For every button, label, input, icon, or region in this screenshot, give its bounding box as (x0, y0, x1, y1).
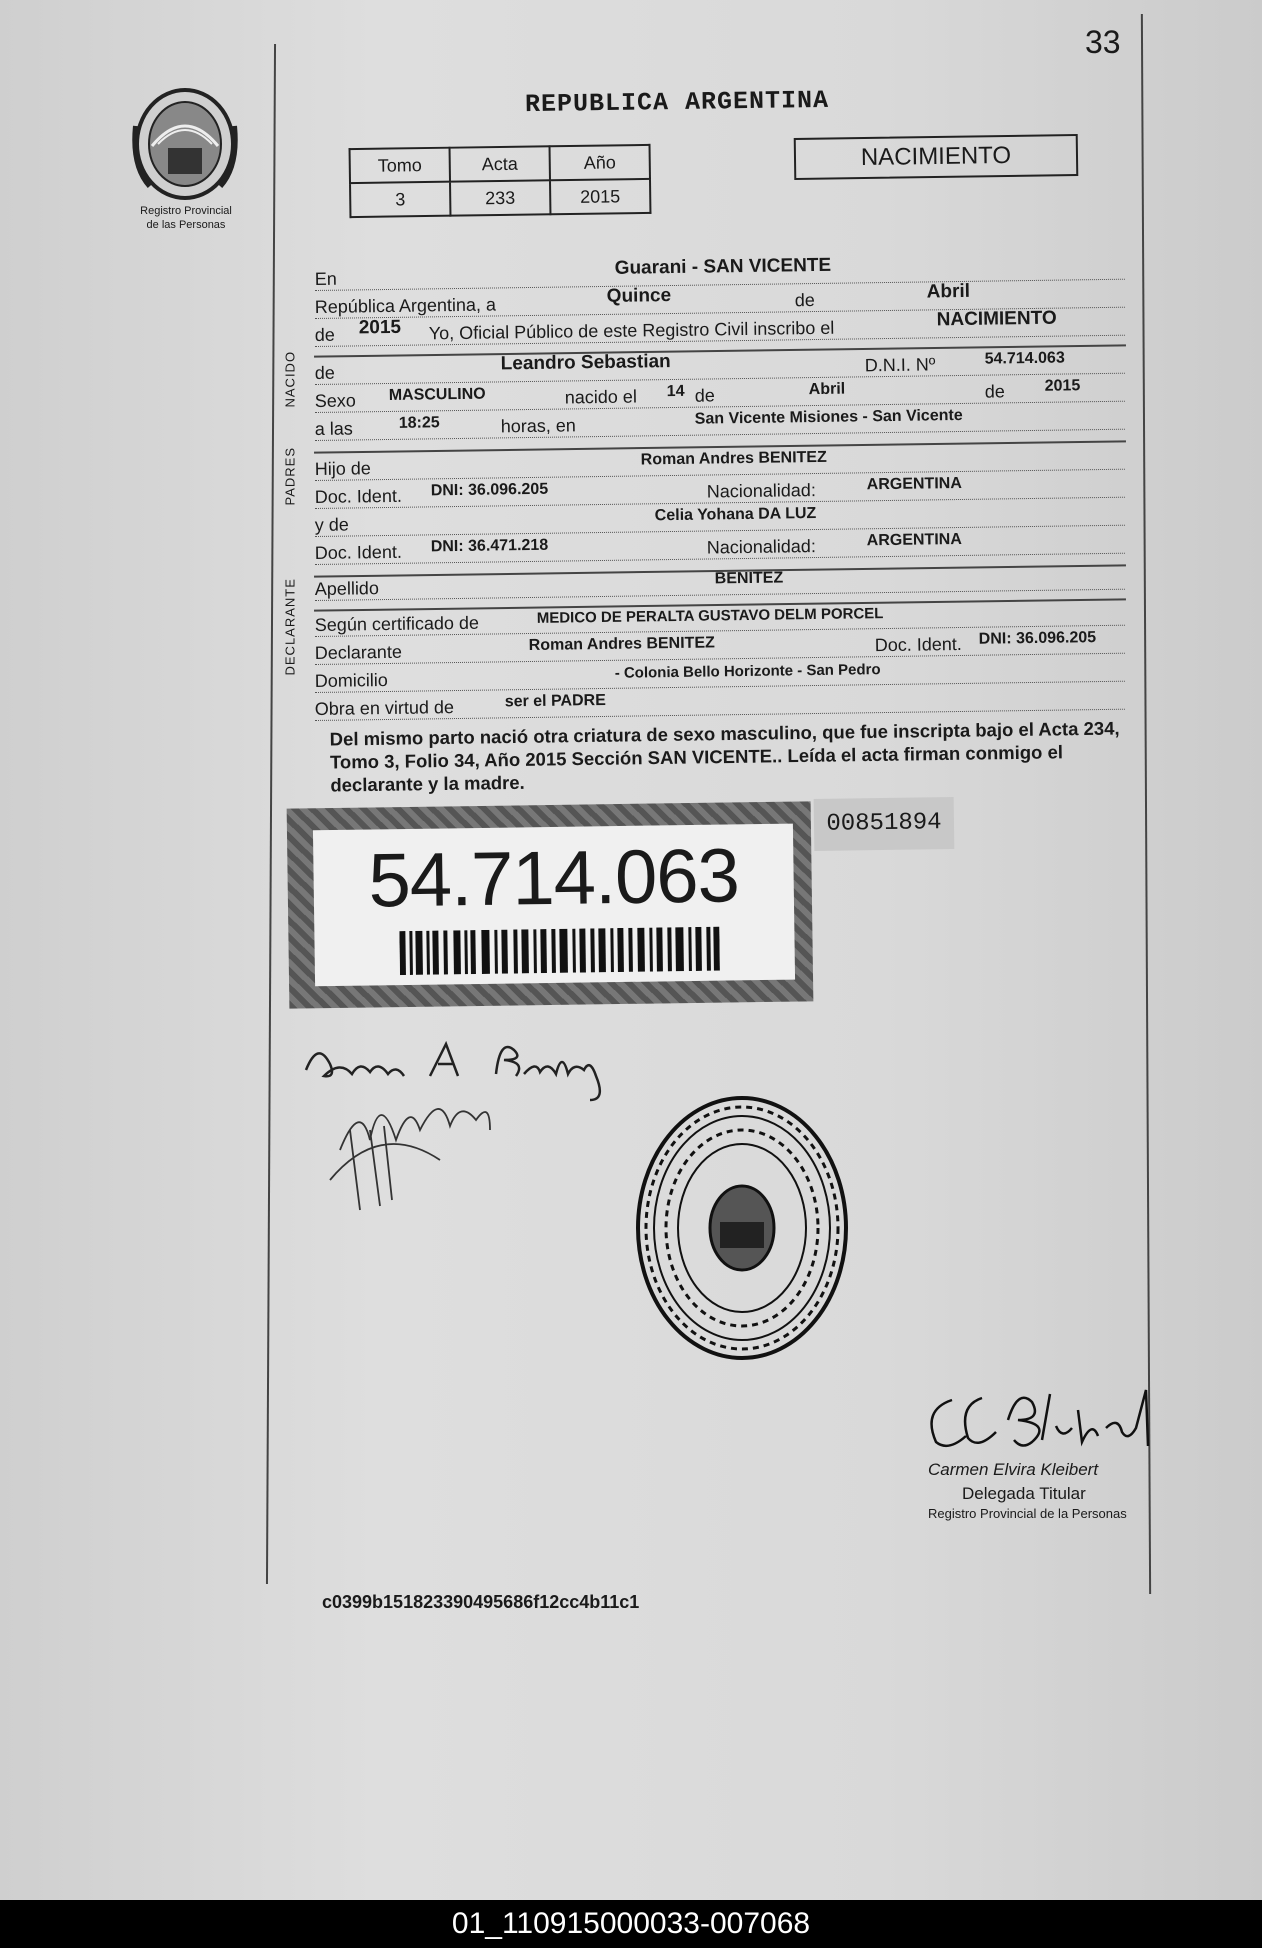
padre-value: Roman Andres BENITEZ (640, 448, 827, 469)
doc-ident-label-2: Doc. Ident. (314, 541, 403, 564)
page-number: 33 (1085, 24, 1121, 60)
certificado-label: Según certificado de (314, 612, 480, 636)
de-label-1: de (794, 290, 815, 311)
anio-inscripcion: 2015 (358, 316, 402, 339)
doc-ident-label-3: Doc. Ident. (874, 633, 962, 656)
a-las-label: a las (314, 418, 353, 440)
de-label-2: de (314, 324, 336, 346)
declarante-value: Roman Andres BENITEZ (528, 634, 715, 655)
inscribo-value: NACIMIENTO (936, 307, 1057, 331)
anio-header: Año (550, 145, 650, 180)
en-label: En (314, 268, 338, 290)
obra-label: Obra en virtud de (314, 697, 455, 720)
record-type-box: NACIMIENTO (794, 134, 1079, 180)
apellido-value: BENITEZ (714, 569, 784, 588)
domicilio-label: Domicilio (314, 669, 388, 692)
domicilio-value: - Colonia Bello Horizonte - San Pedro (614, 661, 881, 682)
sexo-label: Sexo (314, 390, 356, 412)
padre-nac: ARGENTINA (866, 474, 962, 494)
left-margin-line (266, 44, 276, 1584)
dni-label: D.N.I. Nº (864, 354, 936, 376)
acta-header: Acta (450, 146, 550, 181)
nac-mes: Abril (808, 380, 846, 399)
horas-en-label: horas, en (500, 415, 577, 437)
provincial-seal-logo (130, 86, 240, 204)
document-title: REPUBLICA ARGENTINA (524, 85, 830, 120)
tomo-acta-table (349, 144, 652, 218)
official-registry: Registro Provincial de la Personas (928, 1506, 1127, 1521)
declarante-doc: DNI: 36.096.205 (978, 629, 1097, 648)
de-label-4: de (694, 385, 715, 406)
oficial-text: Yo, Oficial Público de este Registro Civil inscribo el (428, 317, 835, 344)
madre-nac: ARGENTINA (866, 530, 962, 550)
section-label-nacido: NACIDO (282, 350, 298, 408)
seal-caption (118, 204, 254, 232)
certificado-value: MEDICO DE PERALTA GUSTAVO DELM PORCEL (536, 605, 884, 627)
en-value: Guarani - SAN VICENTE (614, 254, 832, 279)
dia-value: Quince (606, 285, 672, 307)
anio-value: 2015 (550, 179, 650, 214)
lugar-value: San Vicente Misiones - San Vicente (694, 406, 963, 428)
de-label-3: de (314, 362, 336, 384)
official-role: Delegada Titular (962, 1484, 1086, 1503)
nacionalidad-label-1: Nacionalidad: (706, 480, 817, 502)
seal-caption-line2: de las Personas (146, 219, 226, 231)
official-name: Carmen Elvira Kleibert (928, 1460, 1099, 1479)
observations-note: Del mismo parto nació otra criatura de sexo masculino, que fue inscripta bajo el Acta 234, Tomo 3, Folio 34, Año 2015 Sección SAN VICENTE.. Leída el acta firman conmigo el declarante y la madre. (329, 717, 1120, 796)
republica-label: República Argentina, a (314, 294, 497, 318)
mes-value: Abril (926, 280, 971, 303)
nacido-label: nacido el (564, 386, 638, 408)
nacionalidad-label-2: Nacionalidad: (706, 536, 817, 558)
madre-doc: DNI: 36.471.218 (430, 536, 549, 556)
y-de-label: y de (314, 514, 349, 536)
dni-value: 54.714.063 (984, 349, 1065, 368)
hijo-de-label: Hijo de (314, 458, 371, 480)
sexo-value: MASCULINO (388, 385, 486, 404)
barcode-icon (399, 927, 720, 975)
doc-ident-label-1: Doc. Ident. (314, 485, 403, 508)
right-margin-line (1141, 14, 1151, 1594)
obra-value: ser el PADRE (504, 691, 606, 711)
apellido-label: Apellido (314, 578, 380, 600)
padre-doc: DNI: 36.096.205 (430, 480, 549, 500)
footer-id-bar: 01_110915000033-007068 (0, 1900, 1262, 1948)
official-signature (922, 1380, 1162, 1460)
tomo-value: 3 (350, 182, 450, 217)
section-label-padres: PADRES (282, 447, 298, 506)
dni-sticker-label (313, 824, 795, 987)
sticker-dni-number: 54.714.063 (367, 833, 740, 924)
declarante-signature (300, 1030, 630, 1220)
official-stamp (632, 1092, 852, 1364)
nombre-value: Leandro Sebastian (500, 351, 671, 375)
declarante-label: Declarante (314, 641, 403, 664)
acta-value: 233 (450, 180, 550, 215)
sticker-serial: 00851894 (814, 797, 955, 851)
hora-value: 18:25 (398, 414, 440, 432)
row-apellido (315, 561, 1125, 601)
verification-hash: c0399b151823390495686f12cc4b11c1 (322, 1592, 640, 1612)
seal-caption-line1: Registro Provincial (140, 205, 232, 217)
madre-value: Celia Yohana DA LUZ (654, 505, 817, 525)
de-label-5: de (984, 381, 1005, 402)
nac-dia: 14 (666, 382, 685, 401)
section-label-declarante: DECLARANTE (282, 578, 298, 676)
nac-anio: 2015 (1044, 377, 1081, 395)
dni-sticker (287, 801, 814, 1008)
tomo-header: Tomo (350, 148, 450, 183)
